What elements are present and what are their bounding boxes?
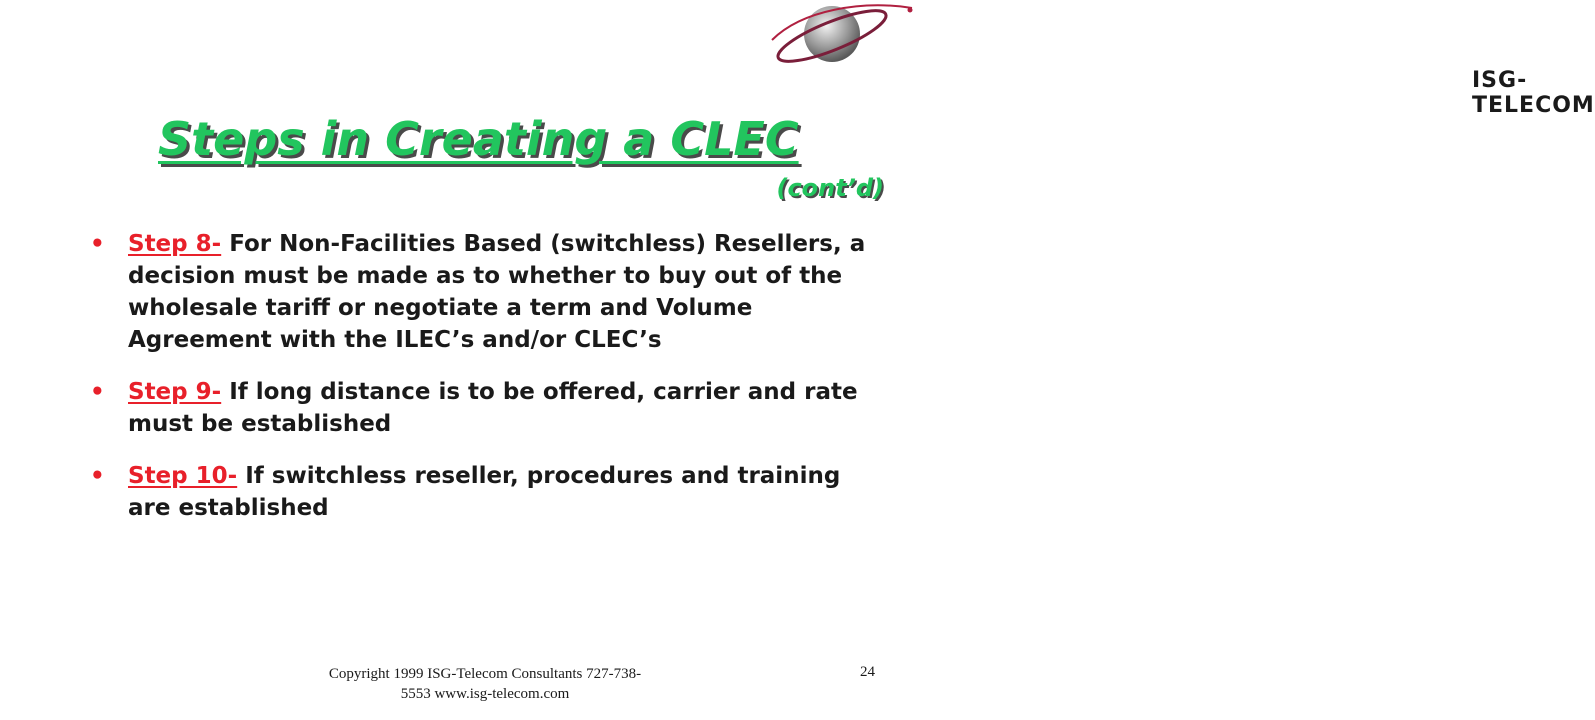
bullet-list: [90, 228, 890, 544]
step-label: Step 10-: [128, 463, 238, 489]
slide-subtitle: (cont’d): [776, 174, 884, 202]
bullet-dot-icon: •: [90, 231, 105, 257]
step-text: For Non-Facilities Based (switchless) Resellers, a decision must be made as to whether to buy out of the wholesale tariff or negotiate a term and Volume Agreement with the ILEC’s and/or CLEC’s: [128, 231, 866, 353]
copyright-footer: Copyright 1999 ISG-Telecom Consultants 727-738-5553 www.isg-telecom.com: [328, 666, 642, 702]
step-label: Step 9-: [128, 379, 222, 405]
globe-icon: [732, 0, 932, 100]
step-label: Step 8-: [128, 231, 222, 257]
bullet-item-step-10: [90, 460, 890, 524]
page-number: 24: [860, 664, 875, 680]
company-logo: [732, 0, 1595, 118]
bullet-dot-icon: •: [90, 379, 105, 405]
bullet-item-step-8: [90, 228, 890, 356]
step-text: If long distance is to be offered, carrier and rate must be established: [128, 379, 858, 437]
logo-wordmark: ISG-TELECOM: [1472, 68, 1595, 118]
step-text: If switchless reseller, procedures and training are established: [128, 463, 841, 521]
bullet-dot-icon: •: [90, 463, 105, 489]
bullet-item-step-9: [90, 376, 890, 440]
slide-title: Steps in Creating a CLEC: [158, 112, 799, 166]
